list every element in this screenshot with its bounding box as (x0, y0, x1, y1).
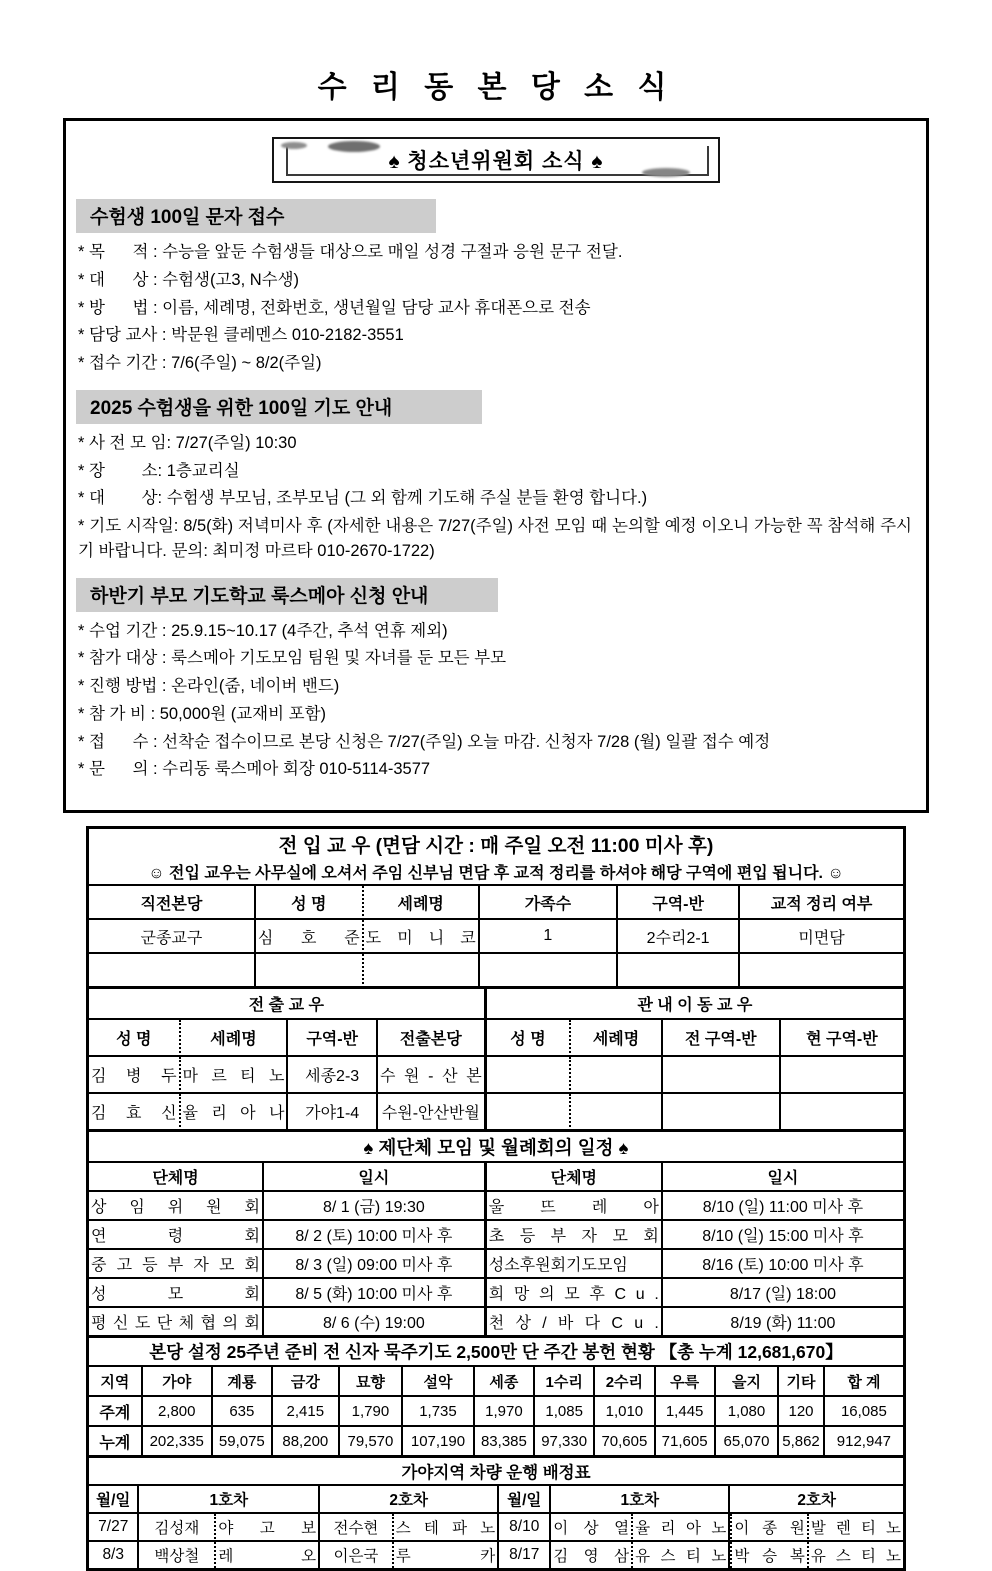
cell: 7/27 (89, 1514, 139, 1542)
col-header: 성 명 (256, 886, 362, 920)
col-header: 성 명 (89, 1020, 179, 1057)
cell: 2,415 (273, 1397, 340, 1427)
cell: 유 스 티 노 (807, 1542, 903, 1568)
bullet-line: * 장 소: 1층교리실 (78, 461, 240, 480)
col-header: 현 구역-반 (781, 1020, 903, 1057)
table-title: 관 내 이 동 교 우 (484, 989, 903, 1020)
bullet-line: * 방 법 : 이름, 세례명, 전화번호, 생년월일 담당 교사 휴대폰으로 전송 (78, 298, 591, 317)
cell: 마 르 티 노 (179, 1057, 289, 1094)
cell: 초 등 부 자 모 회 (484, 1221, 663, 1250)
cell: 8/ 5 (화) 10:00 미사 후 (264, 1279, 484, 1308)
cell: 8/10 (일) 15:00 미사 후 (663, 1221, 903, 1250)
col-header: 묘향 (340, 1367, 403, 1397)
cell: 1 (480, 920, 618, 954)
cell (618, 954, 740, 988)
shuttle-table (89, 1457, 903, 1568)
header-row (89, 1486, 903, 1514)
cell: 65,070 (716, 1427, 779, 1457)
cell: 김성재 (139, 1514, 214, 1542)
table-title-row (89, 989, 903, 1020)
col-header: 1수리 (535, 1367, 595, 1397)
section-exam-sms (76, 199, 916, 376)
cell (569, 1094, 663, 1131)
header-row (89, 1367, 903, 1397)
cell: 8/ 6 (수) 19:00 (264, 1308, 484, 1337)
cell: 8/3 (89, 1542, 139, 1568)
col-header: 월/일 (499, 1486, 551, 1514)
cell: 발 렌 티 노 (807, 1514, 903, 1542)
header-row (89, 886, 903, 920)
table-row (89, 1542, 903, 1568)
cell: 희 망 의 모 후 C u . (484, 1279, 663, 1308)
transfer-in-table (89, 829, 903, 988)
col-header: 전출본당 (378, 1020, 484, 1057)
col-header: 교적 정리 여부 (740, 886, 903, 920)
cell: 김 효 신 (89, 1094, 179, 1131)
scan-smudge (328, 141, 380, 152)
rosary-table (89, 1337, 903, 1457)
cell: 야 고 보 (214, 1514, 320, 1542)
col-header: 전 구역-반 (663, 1020, 781, 1057)
col-header: 기타 (779, 1367, 825, 1397)
page-title: 수 리 동 본 당 소 식 (317, 71, 675, 104)
col-header: 단체명 (484, 1163, 663, 1192)
bullet-line: * 접수 기간 : 7/6(주일) ~ 8/2(주일) (78, 354, 322, 372)
cell: 수 원 - 산 본 (378, 1057, 484, 1094)
table-title: 가야지역 차량 운행 배정표 (89, 1458, 903, 1486)
col-header: 1호차 (551, 1486, 730, 1514)
cell: 상 임 위 원 회 (89, 1192, 264, 1221)
cell (362, 954, 480, 988)
transfer-out-move-table (89, 988, 903, 1131)
table-title-row (89, 1458, 903, 1486)
table-row (89, 954, 903, 988)
cell (663, 1094, 781, 1131)
col-header: 세종 (475, 1367, 535, 1397)
table-row (89, 1514, 903, 1542)
table-row (89, 1427, 903, 1457)
cell: 97,330 (535, 1427, 595, 1457)
col-header: 금강 (273, 1367, 340, 1397)
cell: 8/ 1 (금) 19:30 (264, 1192, 484, 1221)
cell: 울 뜨 레 아 (484, 1192, 663, 1221)
meetings-table (89, 1131, 903, 1337)
cell: 스 테 파 노 (392, 1514, 499, 1542)
table-title: ♠ 제단체 모임 및 월례회의 일정 ♠ (89, 1132, 903, 1163)
cell: 성 모 회 (89, 1279, 264, 1308)
cell: 107,190 (403, 1427, 475, 1457)
cell: 루 카 (392, 1542, 499, 1568)
bullet-line: * 문 의 : 수리동 룩스메아 회장 010-5114-3577 (78, 760, 431, 779)
col-header: 계룡 (213, 1367, 273, 1397)
table-row (89, 1308, 903, 1337)
bullet-line: * 담당 교사 : 박문원 클레멘스 010-2182-3551 (78, 326, 404, 345)
banner-title: ♠ 청소년위원회 소식 ♠ (388, 150, 604, 173)
cell: 율 리 아 나 (179, 1094, 289, 1131)
col-header: 세례명 (179, 1020, 289, 1057)
cell: 79,570 (340, 1427, 403, 1457)
cell (256, 954, 362, 988)
col-header: 2호차 (730, 1486, 903, 1514)
cell (663, 1057, 781, 1094)
col-header: 우륵 (656, 1367, 716, 1397)
table-title-row (89, 1132, 903, 1163)
cell: 평 신 도 단 체 협 의 회 (89, 1308, 264, 1337)
cell: 8/17 (499, 1542, 551, 1568)
header-row (89, 1163, 903, 1192)
col-header: 2호차 (320, 1486, 499, 1514)
youth-committee-box (63, 118, 929, 813)
cell: 1,445 (656, 1397, 716, 1427)
cell: 1,790 (340, 1397, 403, 1427)
cell (740, 954, 903, 988)
cell: 1,735 (403, 1397, 475, 1427)
col-header: 성 명 (484, 1020, 569, 1057)
cell: 16,085 (825, 1397, 903, 1427)
table-title: 본당 설정 25주년 준비 전 신자 묵주기도 2,500만 단 주간 봉헌 현황 【총 누계 12,681,670】 (89, 1338, 903, 1367)
cell: 레 오 (214, 1542, 320, 1568)
table-row (89, 1192, 903, 1221)
scan-smudge (281, 142, 307, 149)
table-title-row (89, 829, 903, 859)
bullet-line: * 대 상: 수험생 부모님, 조부모님 (그 외 함께 기도해 주실 분들 환영 합니다.) (78, 489, 648, 508)
cell: 8/16 (토) 10:00 미사 후 (663, 1250, 903, 1279)
col-header: 세례명 (362, 886, 480, 920)
cell (89, 954, 256, 988)
table-note-row (89, 859, 903, 886)
cell: 유 스 티 노 (631, 1542, 730, 1568)
col-header: 합 계 (825, 1367, 903, 1397)
table-title: 전 출 교 우 (89, 989, 484, 1020)
col-header: 구역-반 (288, 1020, 378, 1057)
table-title: 전 입 교 우 (면담 시간 : 매 주일 오전 11:00 미사 후) (278, 835, 714, 857)
bullet-line: * 수업 기간 : 25.9.15~10.17 (4주간, 추석 연휴 제외) (78, 621, 448, 640)
cell: 2,800 (143, 1397, 213, 1427)
cell (484, 1057, 569, 1094)
cell: 5,862 (779, 1427, 825, 1457)
cell: 미면담 (740, 920, 903, 954)
cell: 박 승 복 (730, 1542, 807, 1568)
cell (569, 1057, 663, 1094)
cell: 1,970 (475, 1397, 535, 1427)
cell: 8/ 2 (토) 10:00 미사 후 (264, 1221, 484, 1250)
col-header: 을지 (716, 1367, 779, 1397)
cell: 전수현 (320, 1514, 392, 1542)
cell: 2수리2-1 (618, 920, 740, 954)
cell: 8/10 (499, 1514, 551, 1542)
cell: 202,335 (143, 1427, 213, 1457)
section-heading: 수험생 100일 문자 접수 (76, 199, 436, 233)
cell: 8/ 3 (일) 09:00 미사 후 (264, 1250, 484, 1279)
col-header: 2수리 (595, 1367, 655, 1397)
cell: 1,085 (535, 1397, 595, 1427)
col-header: 세례명 (569, 1020, 663, 1057)
table-row (89, 920, 903, 954)
bullet-line: * 참가 대상 : 룩스메아 기도모임 팀원 및 자녀를 둔 모든 부모 (78, 649, 507, 668)
bullet-line: * 사 전 모 임: 7/27(주일) 10:30 (78, 433, 297, 452)
cell (781, 1057, 903, 1094)
cell: 김 병 두 (89, 1057, 179, 1094)
col-header: 직전본당 (89, 886, 256, 920)
table-row (89, 1397, 903, 1427)
cell: 120 (779, 1397, 825, 1427)
table-row (89, 1279, 903, 1308)
col-header: 단체명 (89, 1163, 264, 1192)
cell: 이 상 열 (551, 1514, 631, 1542)
youth-committee-banner (272, 137, 720, 183)
cell: 중 고 등 부 자 모 회 (89, 1250, 264, 1279)
row-label: 누계 (89, 1427, 143, 1457)
cell (484, 1094, 569, 1131)
cell: 성소후원회기도모임 (484, 1250, 663, 1279)
cell: 세종2-3 (288, 1057, 378, 1094)
cell: 635 (213, 1397, 273, 1427)
col-header: 일시 (264, 1163, 484, 1192)
cell: 8/19 (화) 11:00 (663, 1308, 903, 1337)
scan-smudge (642, 168, 690, 177)
col-header: 1호차 (139, 1486, 320, 1514)
cell: 백상철 (154, 1548, 200, 1565)
section-luxmea (76, 578, 916, 783)
cell: 88,200 (273, 1427, 340, 1457)
row-label: 주계 (89, 1397, 143, 1427)
header-row (89, 1020, 903, 1057)
cell: 71,605 (656, 1427, 716, 1457)
bullet-line: * 기도 시작일: 8/5(화) 저녁미사 후 (자세한 내용은 7/27(주일) 사전 모임 때 논의할 예정 이오니 가능한 꼭 참석해 주시기 바랍니다. 문의: 최미정 마르타 010-2670-1722) (78, 517, 912, 560)
cell: 1,010 (595, 1397, 655, 1427)
bullet-line: * 대 상 : 수험생(고3, N수생) (78, 270, 300, 289)
bullet-line: * 목 적 : 수능을 앞둔 수험생들 대상으로 매일 성경 구절과 응원 문구 전달. (78, 243, 623, 261)
cell: 1,080 (716, 1397, 779, 1427)
bullet-line: * 진행 방법 : 온라인(줌, 네이버 밴드) (78, 677, 340, 695)
cell: 김 영 삼 (553, 1548, 630, 1565)
col-header: 일시 (663, 1163, 903, 1192)
bullet-line: * 접 수 : 선착순 접수이므로 본당 신청은 7/27(주일) 오늘 마감. 신청자 7/28 (월) 일괄 접수 예정 (78, 732, 771, 751)
section-heading: 2025 수험생을 위한 100일 기도 안내 (76, 390, 482, 424)
cell: 70,605 (595, 1427, 655, 1457)
cell (480, 954, 618, 988)
table-note: ☺ 전입 교우는 사무실에 오셔서 주임 신부님 면담 후 교적 정리를 하셔야 해당 구역에 편입 됩니다. ☺ (89, 859, 903, 886)
cell: 이 종 원 (730, 1514, 807, 1542)
cell: 군종교구 (89, 920, 256, 954)
cell: 도 미 니 코 (362, 920, 480, 954)
cell: 8/10 (일) 11:00 미사 후 (663, 1192, 903, 1221)
table-row (89, 1221, 903, 1250)
cell: 연 령 회 (89, 1221, 264, 1250)
col-header: 설악 (403, 1367, 475, 1397)
cell: 8/17 (일) 18:00 (663, 1279, 903, 1308)
parish-tables-box (86, 826, 906, 1571)
cell: 율 리 아 노 (631, 1514, 730, 1542)
col-header: 월/일 (89, 1486, 139, 1514)
cell: 천 상 / 바 다 C u . (484, 1308, 663, 1337)
table-row (89, 1057, 903, 1094)
table-row (89, 1094, 903, 1131)
section-100day-prayer (76, 390, 916, 564)
cell: 심 호 준 (256, 920, 362, 954)
col-header: 구역-반 (618, 886, 740, 920)
col-header: 가야 (143, 1367, 213, 1397)
cell (781, 1094, 903, 1131)
table-title-row (89, 1338, 903, 1367)
cell: 수원-안산반월 (378, 1094, 484, 1131)
table-row (89, 1250, 903, 1279)
section-heading: 하반기 부모 기도학교 룩스메아 신청 안내 (76, 578, 498, 612)
cell: 912,947 (825, 1427, 903, 1457)
col-header: 지역 (89, 1367, 143, 1397)
cell: 가야1-4 (288, 1094, 378, 1131)
cell: 83,385 (475, 1427, 535, 1457)
cell: 이은국 (333, 1548, 379, 1565)
bullet-line: * 참 가 비 : 50,000원 (교재비 포함) (78, 704, 327, 723)
col-header: 가족수 (480, 886, 618, 920)
cell: 59,075 (213, 1427, 273, 1457)
